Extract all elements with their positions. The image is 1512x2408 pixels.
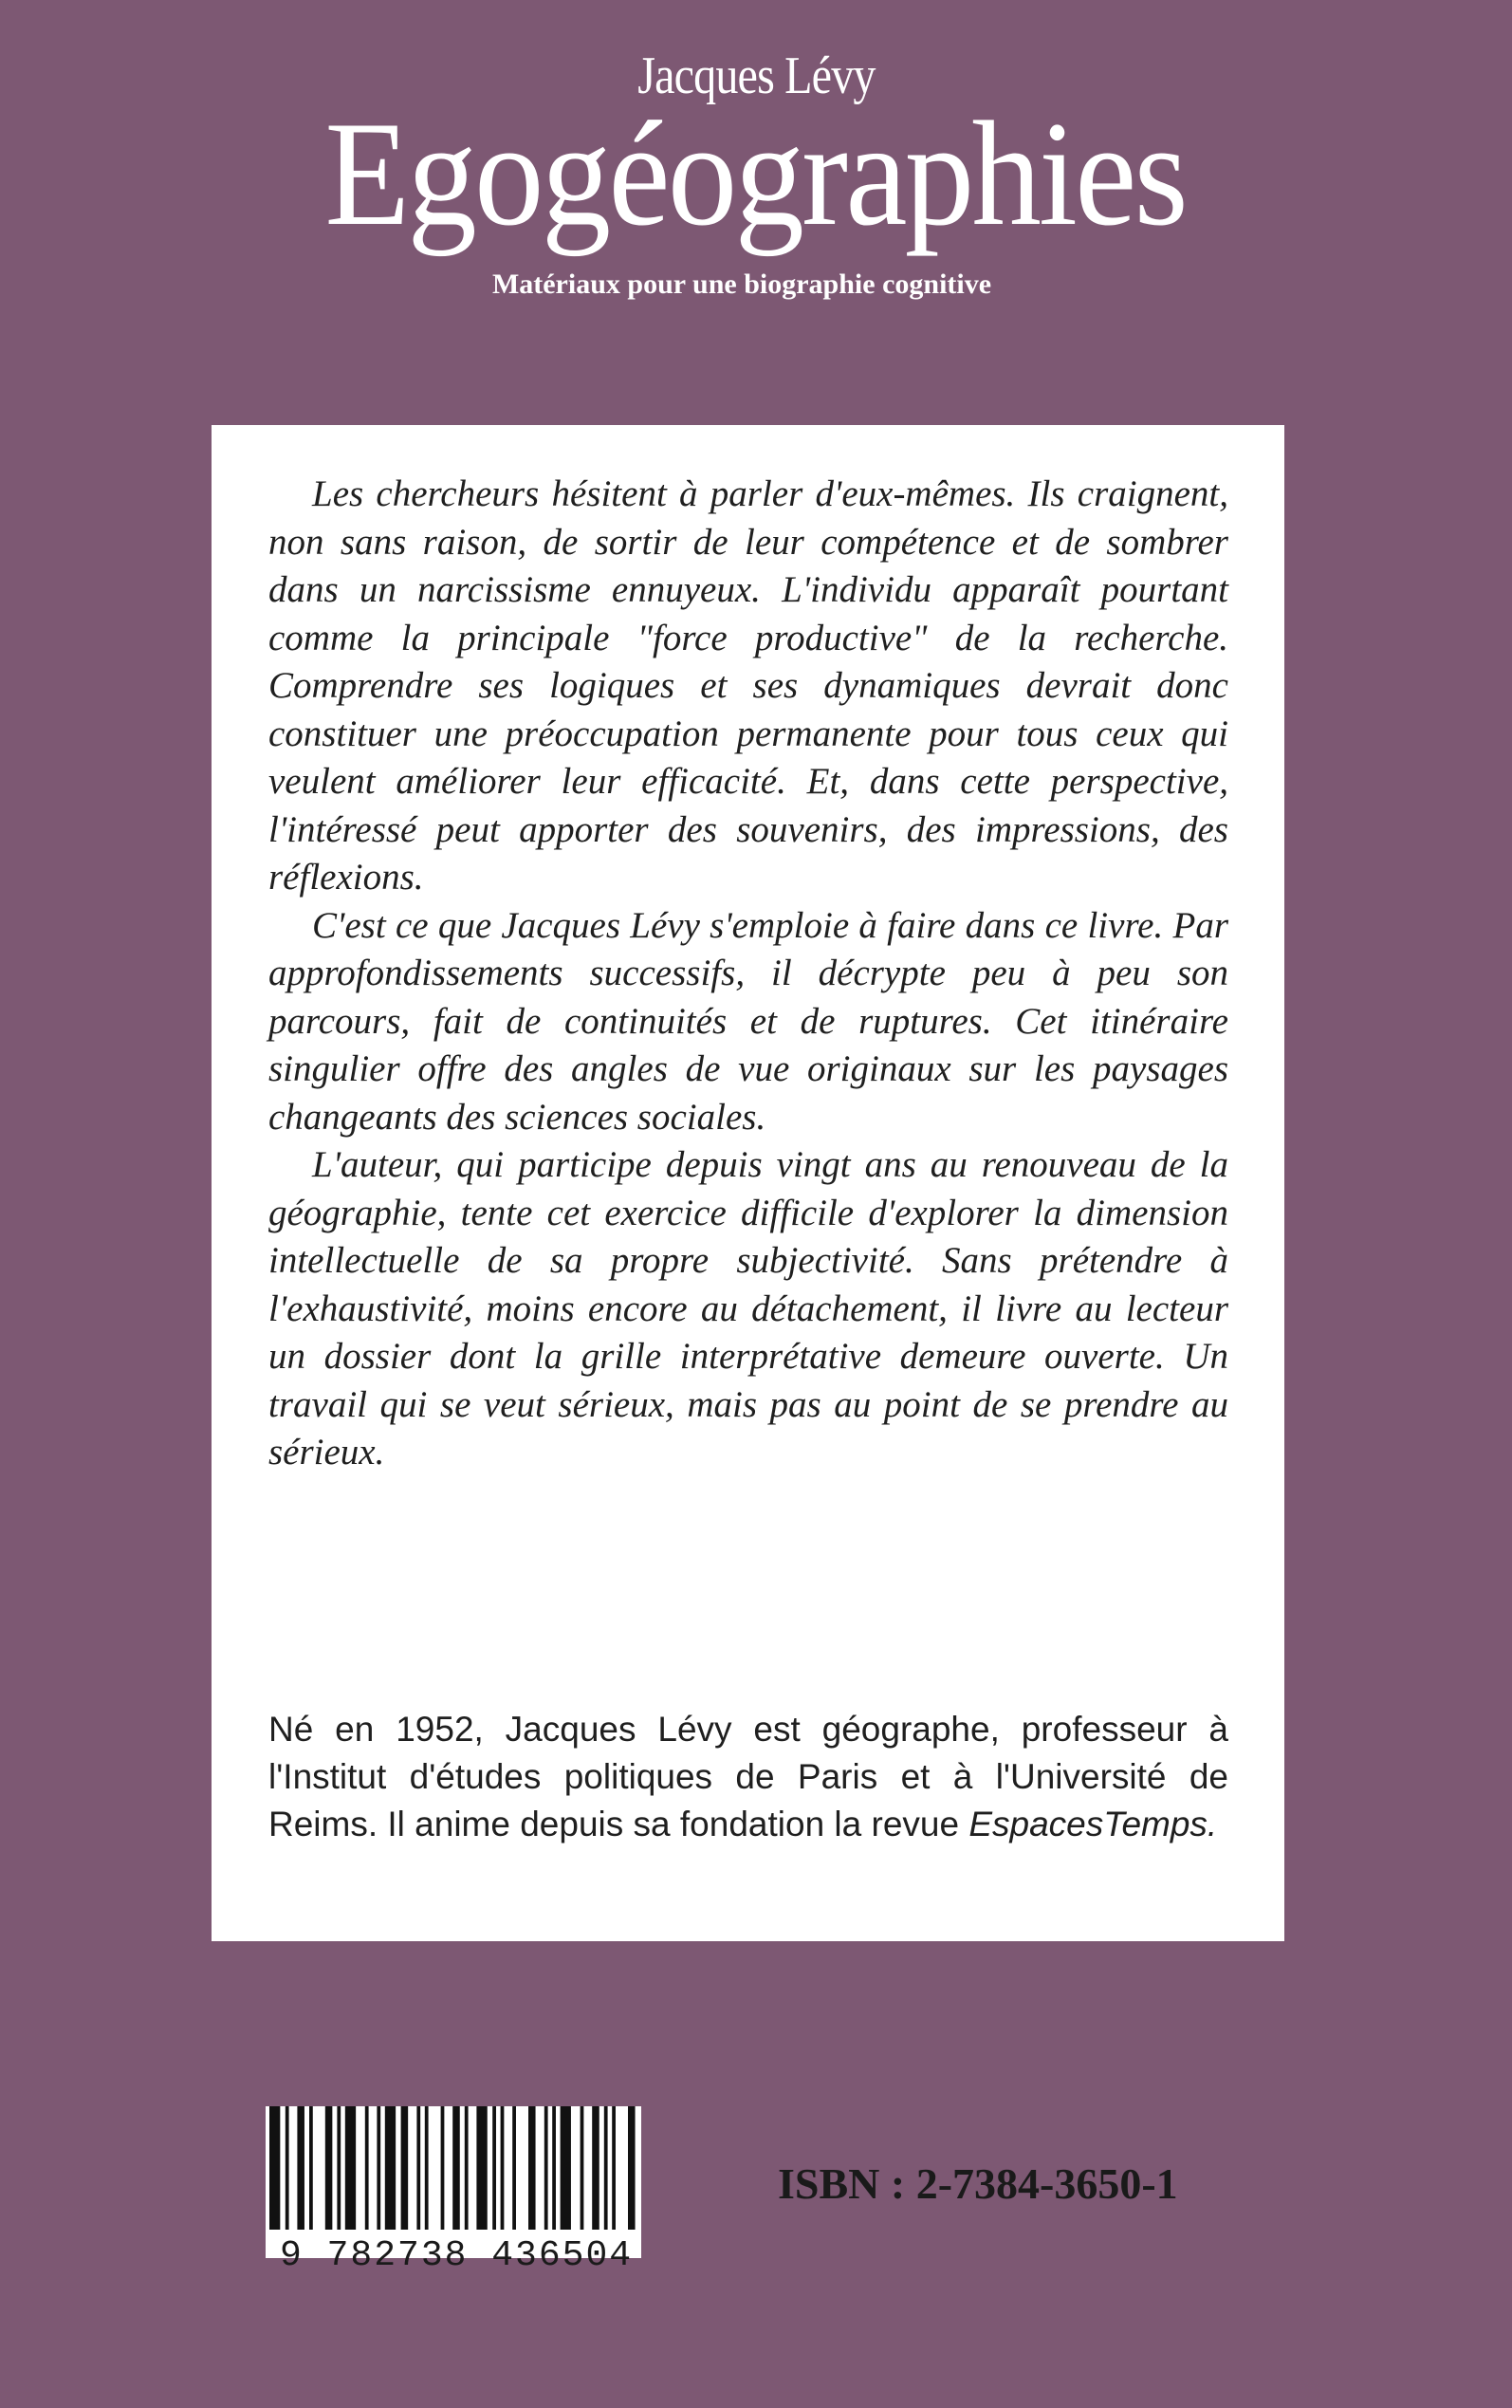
barcode-bar: [345, 2106, 356, 2230]
book-title: Egogéographies: [324, 91, 1186, 257]
blurb: [268, 471, 1228, 1477]
barcode-bar: [385, 2106, 396, 2230]
author-name: Jacques Lévy: [637, 46, 876, 105]
barcode-bar: [592, 2106, 599, 2230]
blurb-paragraph: Les chercheurs hésitent à parler d'eux-mêmes. Ils craignent, non sans raison, de sortir de leur compétence et de sombrer dans un narcissisme ennuyeux. L'individu apparaît pourtant comme la principale "force productive" de la recherche. Comprendre ses logiques et ses dynamiques devrait donc constituer une préoccupation permanente pour tous ceux qui veulent améliorer leur efficacité. Et, dans cette perspective, l'intéressé peut apporter des souvenirs, des impressions, des réflexions.: [268, 473, 1228, 898]
barcode-bar: [561, 2106, 571, 2230]
barcode-bar: [337, 2106, 341, 2230]
barcode-bar: [552, 2106, 556, 2230]
barcode-bar: [401, 2106, 409, 2230]
book-subtitle: Matériaux pour une biographie cognitive: [491, 269, 992, 300]
barcode-bar: [377, 2106, 380, 2230]
barcode-bar: [465, 2106, 469, 2230]
barcode-digits: 9 782738 436504: [280, 2235, 634, 2276]
barcode-bar: [612, 2106, 616, 2230]
author-bio: [268, 1706, 1228, 1848]
barcode-bar: [628, 2106, 636, 2230]
bio-text: Né en 1952, Jacques Lévy est géographe, professeur à l'Institut d'études politiques de Paris et à l'Université de Reims. Il anime depuis sa fondation la revue: [268, 1710, 1228, 1843]
barcode-bar: [269, 2106, 280, 2230]
barcode-bar: [286, 2106, 289, 2230]
barcode-bar: [581, 2106, 584, 2230]
barcode-bar: [416, 2106, 420, 2230]
barcode-bar: [544, 2106, 548, 2230]
blurb-paragraph: L'auteur, qui participe depuis vingt ans au renouveau de la géographie, tente cet exercice difficile d'explorer la dimension intellectuelle de sa propre subjectivité. Sans prétendre à l'exhaustivité, moins encore au détachement, il livre au lecteur un dossier dont la grille interprétative demeure ouverte. Un travail qui se veut sérieux, mais pas au point de se prendre au sérieux.: [268, 1144, 1228, 1473]
barcode-bar: [476, 2106, 487, 2230]
bio-journal: EspacesTemps.: [968, 1805, 1218, 1843]
barcode-bar: [512, 2106, 516, 2230]
barcode-bar: [604, 2106, 608, 2230]
barcode-bar: [501, 2106, 505, 2230]
barcode-bar: [425, 2106, 429, 2230]
text-panel: [212, 425, 1284, 1941]
barcode-bar: [297, 2106, 304, 2230]
barcode-bar: [365, 2106, 369, 2230]
barcode-bars: [266, 2106, 641, 2230]
barcode-bar: [325, 2106, 333, 2230]
barcode-bar: [309, 2106, 313, 2230]
barcode-bar: [441, 2106, 445, 2230]
barcode-bar: [492, 2106, 496, 2230]
barcode-bar: [452, 2106, 460, 2230]
blurb-paragraph: C'est ce que Jacques Lévy s'emploie à faire dans ce livre. Par approfondissements successifs, il décrypte peu à peu son parcours, fait de continuités et de ruptures. Cet itinéraire singulier offre des angles de vue originaux sur les paysages changeants des sciences sociales.: [268, 904, 1228, 1138]
isbn-number: ISBN : 2-7384-3650-1: [778, 2159, 1178, 2208]
barcode-bar: [528, 2106, 536, 2230]
